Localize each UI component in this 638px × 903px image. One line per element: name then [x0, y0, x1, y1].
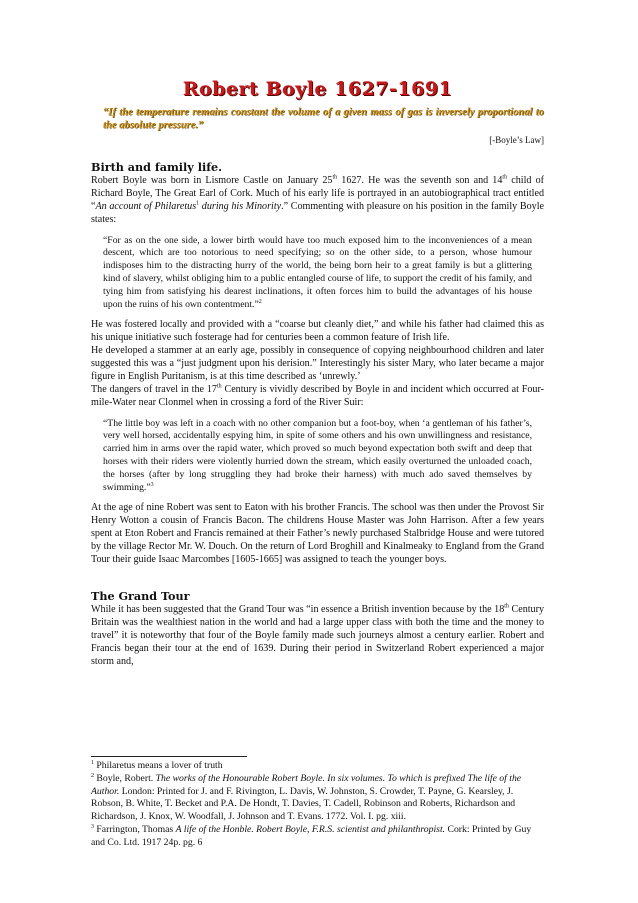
paragraph-birth [91, 175, 544, 227]
quote-text: “The little boy was left in a coach with no other companion but a foot-boy, when ‘a gentleman of his father’s, very well horsed, accidentally espying him, in spite of some others and his own unwillingness and resistance, carried him in arms over the rapid water, which proved so much beyond expectation both swift and deep that horses with their riders were violently hurried down the stream, which easily overturned the unloaded coach, the horses (after by long struggling they had broke their harness) with much ado saved themselves by swimming.” [103, 417, 532, 493]
superscript: th [502, 174, 508, 181]
footnotes [91, 756, 544, 850]
footnote-ref: 2 [258, 298, 262, 305]
paragraph-grand-tour [91, 604, 544, 669]
text-run: 1627. He was the seventh son and 14 [337, 174, 503, 186]
footnote-text: London: Printed for J. and F. Rivington, L. Davis, W. Johnston, S. Crowder, T. Payne, G. Kearsley, J. Robson, B. White, T. Becket and P.A. De Hondt, T. Davies, T. Cadell, Robinson and Roberts, Richardson and Richardson, J. Knox, W. Woodfall, J. Johnson and T. Evans. 1772. Vol. I. pg. xiii. [91, 785, 516, 823]
quote-text: “For as on the one side, a lower birth would have too much exposed him to the inconveniences of a mean descent, which are too notorious to need specifying; so on the other side, to a person, whose humour indisposes him to the distracting hurry of the world, the being born heir to a great family is but a glittering kind of slavery, whilst obliging him to a public entangled course of life, to support the credit of his family, and tying him from satisfying his dearest inclinations, it often forces him to build the advantages of his house upon the ruins of his own contentment.” [103, 234, 532, 310]
superscript: th [332, 174, 338, 181]
blockquote-coach [103, 418, 532, 495]
italic-title: An account of Philaretus [95, 200, 197, 212]
epigraph-attribution: [-Boyle’s Law] [489, 135, 544, 145]
footnote-text: Philaretus means a lover of truth [94, 760, 223, 771]
superscript: th [216, 383, 222, 390]
paragraph-fostered: He was fostered locally and provided with a “coarse but cleanly diet,” and while his father had claimed this as his unique initiative such fosterage had for centuries been a common feature of Irish life. [91, 319, 544, 344]
footnote-ref: 1 [196, 200, 200, 207]
text-run: While it has been suggested that the Grand Tour was “in essence a British invention because by the 18 [91, 603, 505, 615]
paragraph-eton: At the age of nine Robert was sent to Eaton with his brother Francis. The school was then under the Provost Sir Henry Wotton a cousin of Francis Bacon. The childrens House Master was John Harrison. After a few years spent at Eton Robert and Francis remained at their Father’s newly purchased Stalbridge House and were tutored by the village Rector Mr. W. Douch. On the return of Lord Broghill and Kinalmeaky to England from the Grand Tour their guide Isaac Marcombes [1605-1665] was assigned to teach the younger boys. [91, 502, 544, 566]
page-title: Robert Boyle 1627-1691 [182, 78, 453, 100]
text-run: child of Richard Boyle, The Great Earl of Cork. Much of his early life is portrayed in an autobiographical tract entitled “ [91, 174, 544, 212]
footnote-ref: 3 [150, 481, 154, 488]
text-run: Century is vividly described by Boyle in and incident which occurred at Four-mile-Water near Clonmel when in crossing a ford of the River Suir: [91, 383, 544, 408]
footnote-italic: A life of the Honble. Robert Boyle, F.R.S. scientist and philanthropist. [175, 823, 446, 835]
document-body [91, 78, 544, 669]
paragraph-travel [91, 384, 544, 410]
text-run: The dangers of travel in the 17 [91, 383, 217, 395]
footnote-text: Cork: Printed by Guy and Co. Ltd. 1917 24p. pg. 6 [91, 823, 532, 848]
footnote-number: 1 [91, 759, 94, 766]
superscript: th [504, 603, 509, 610]
footnote-3 [91, 824, 544, 850]
footnote-divider [91, 756, 247, 757]
text-run: .” Commenting with pleasure on his position in the family Boyle states: [91, 200, 544, 225]
blockquote-family [103, 235, 532, 312]
footnote-text: Farrington, Thomas [94, 823, 176, 835]
footnote-number: 3 [91, 823, 94, 830]
footnote-1 [91, 760, 544, 773]
section-heading-birth: Birth and family life. [91, 159, 223, 174]
section-heading-grand-tour: The Grand Tour [91, 588, 190, 603]
footnote-number: 2 [91, 772, 94, 779]
paragraph-stammer: He developed a stammer at an early age, possibly in consequence of copying neighbourhood children and later suggested this was a “just judgment upon his derision.” Interestingly his sister Mary, who later became a major figure in English Puritanism, is at this time described as ‘unrewly.’ [91, 345, 544, 382]
footnote-text: Boyle, Robert. [94, 772, 156, 784]
text-run: Robert Boyle was born in Lismore Castle on January 25 [91, 174, 333, 186]
footnote-italic: The works of the Honourable Robert Boyle. In six volumes. To which is prefixed The life of the Author. [91, 772, 522, 797]
italic-title: during his Minority [199, 200, 282, 212]
epigraph-quote: “If the temperature remains constant the volume of a given mass of gas is inversely proportional to the absolute pressure.” [103, 107, 544, 131]
text-run: Century Britain was the wealthiest nation in the world and had a large upper class with both the time and the money to travel” it is noteworthy that four of the Boyle family made such journeys almost a century earlier. Robert and Francis began their tour at the end of 1639. During their period in Switzerland Robert experienced a major storm and, [91, 603, 545, 667]
footnote-2 [91, 773, 544, 824]
